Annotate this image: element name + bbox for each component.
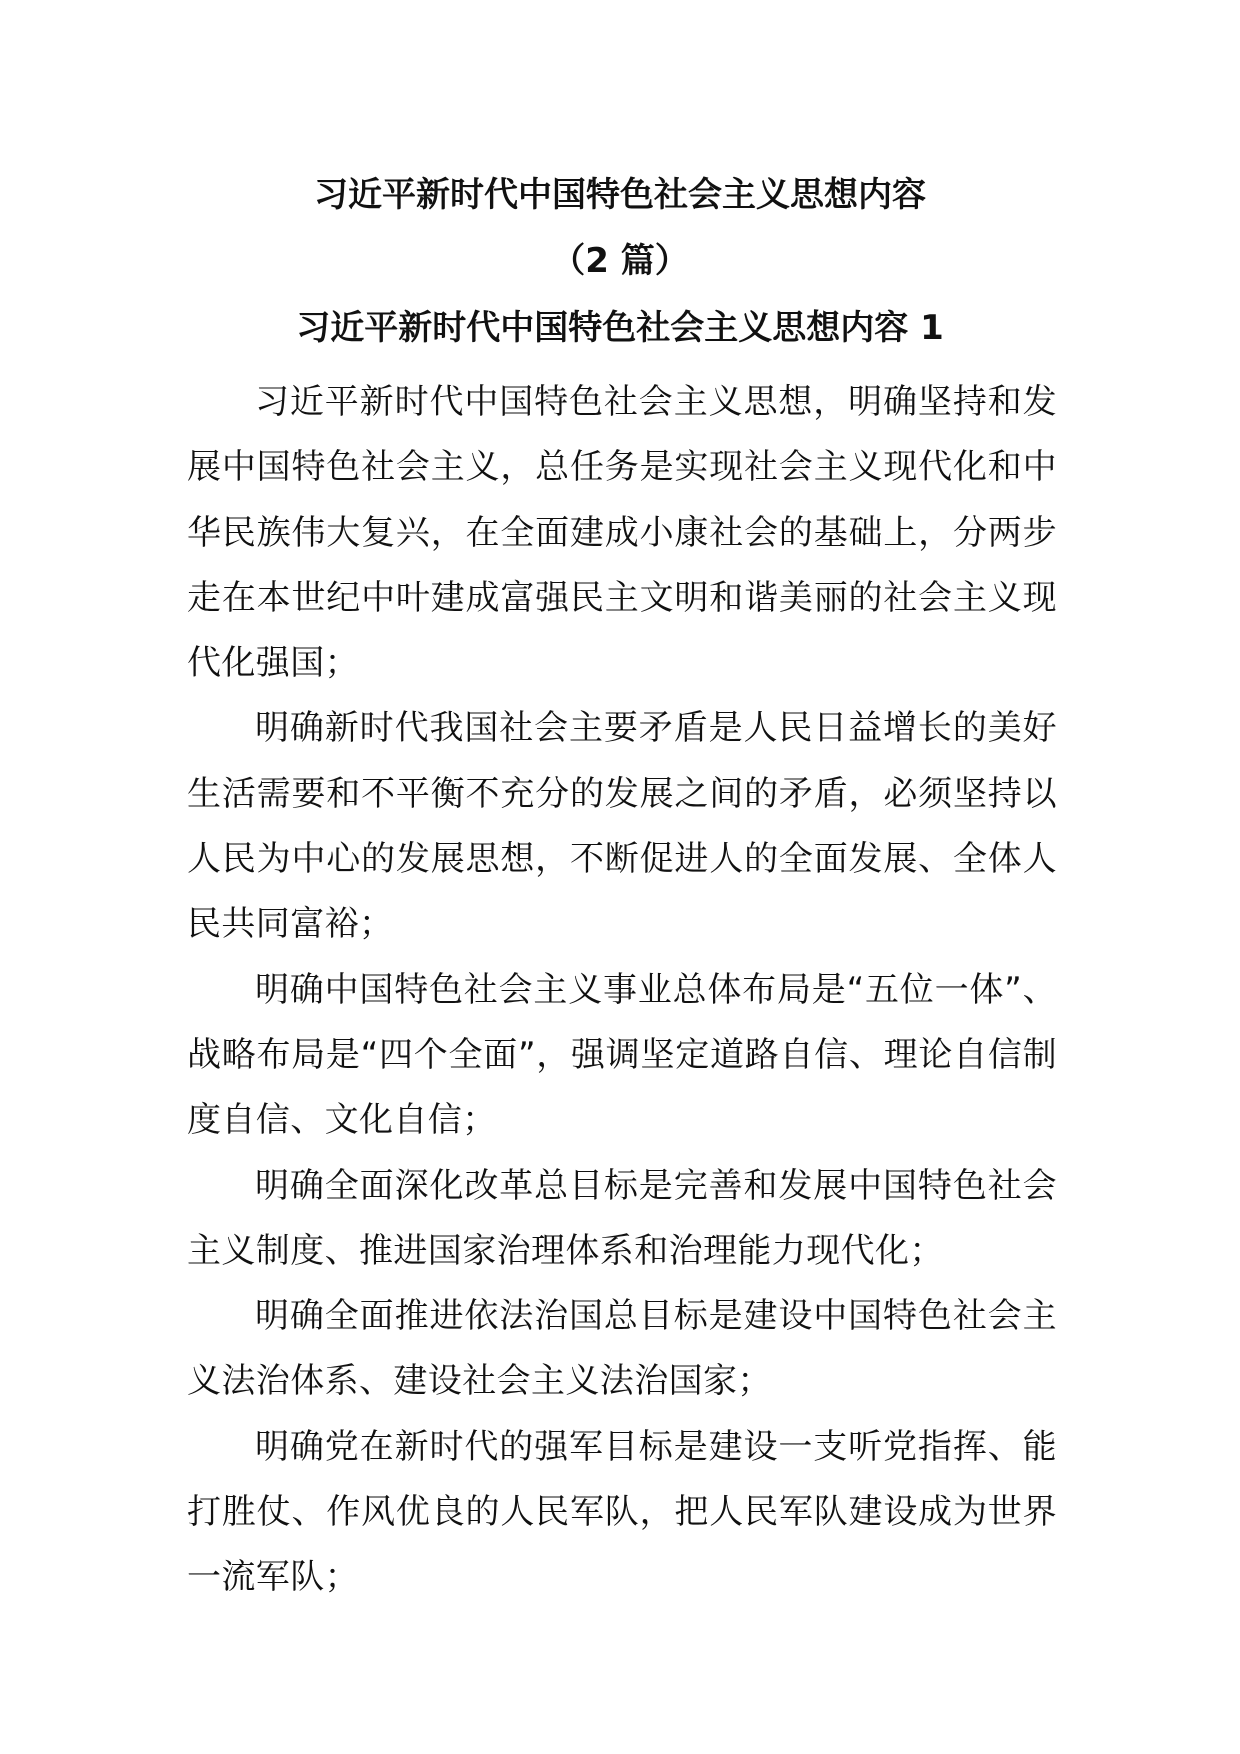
document-body xyxy=(187,370,1057,1611)
paragraph: 明确全面推进依法治国总目标是建设中国特色社会主义法治体系、建设社会主义法治国家； xyxy=(187,1296,1057,1402)
paragraph: 明确党在新时代的强军目标是建设一支听党指挥、能打胜仗、作风优良的人民军队，把人民军队建设成为世界一流军队； xyxy=(187,1426,1057,1598)
document-title: 习近平新时代中国特色社会主义思想内容 xyxy=(314,175,926,215)
paragraph: 明确中国特色社会主义事业总体布局是“五位一体”、战略布局是“四个全面”，强调坚定道路自信、理论自信制度自信、文化自信； xyxy=(187,969,1057,1141)
paragraph: 明确新时代我国社会主要矛盾是人民日益增长的美好生活需要和不平衡不充分的发展之间的矛盾，必须坚持以人民为中心的发展思想，不断促进人的全面发展、全体人民共同富裕； xyxy=(187,708,1057,945)
document-subtitle: （2 篇） xyxy=(551,241,689,281)
section-title: 习近平新时代中国特色社会主义思想内容 1 xyxy=(296,308,944,348)
paragraph: 明确全面深化改革总目标是完善和发展中国特色社会主义制度、推进国家治理体系和治理能力现代化； xyxy=(187,1165,1057,1271)
paragraph: 习近平新时代中国特色社会主义思想，明确坚持和发展中国特色社会主义，总任务是实现社会主义现代化和中华民族伟大复兴，在全面建成小康社会的基础上，分两步走在本世纪中叶建成富强民主文明和谐美丽的社会主义现代化强国； xyxy=(187,382,1057,684)
